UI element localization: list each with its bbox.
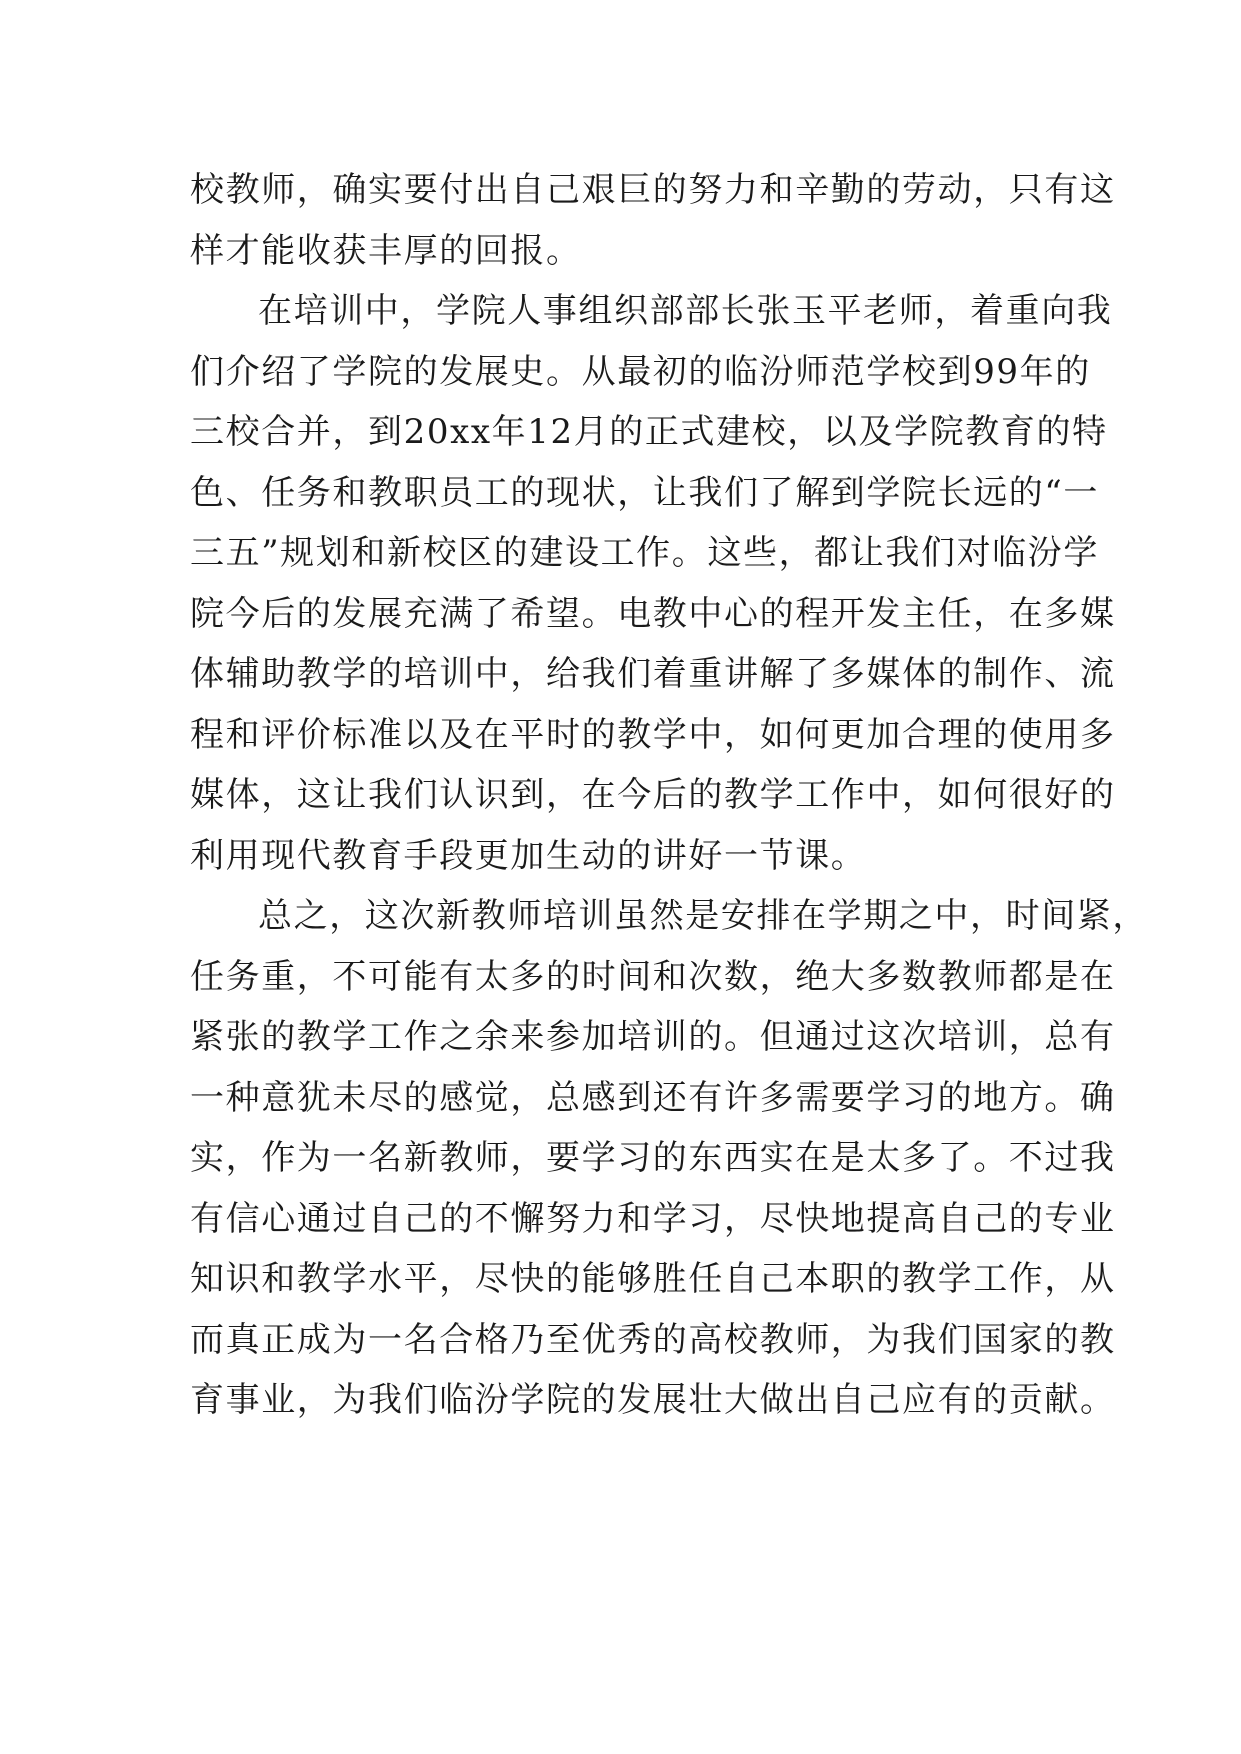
text-line: 育事业，为我们临汾学院的发展壮大做出自己应有的贡献。 (190, 1380, 1116, 1420)
text-line: 媒体，这让我们认识到，在今后的教学工作中，如何很好的 (190, 775, 1116, 815)
text-line: 程和评价标准以及在平时的教学中，如何更加合理的使用多 (190, 714, 1116, 755)
text-line: 院今后的发展充满了希望。电教中心的程开发主任，在多媒 (190, 593, 1116, 634)
text-line: 而真正成为一名合格乃至优秀的高校教师，为我们国家的教 (190, 1319, 1116, 1360)
text-line: 有信心通过自己的不懈努力和学习，尽快地提高自己的专业 (190, 1198, 1116, 1239)
text-line: 三校合并，到20xx年12月的正式建校，以及学院教育的特 (190, 412, 1108, 452)
text-line: 利用现代教育手段更加生动的讲好一节课。 (190, 835, 867, 876)
text-line: 紧张的教学工作之余来参加培训的。但通过这次培训，总有 (190, 1017, 1116, 1057)
paragraph-first-line: 在培训中，学院人事组织部部长张玉平老师，着重向我 (258, 291, 1113, 331)
text-line: 三五”规划和新校区的建设工作。这些，都让我们对临汾学 (190, 533, 1099, 573)
document-body (190, 160, 1148, 1431)
text-line: 色、任务和教职员工的现状，让我们了解到学院长远的“一 (190, 472, 1099, 513)
text-line: 们介绍了学院的发展史。从最初的临汾师范学校到99年的 (190, 351, 1091, 392)
text-line: 一种意犹未尽的感觉，总感到还有许多需要学习的地方。确 (190, 1077, 1116, 1118)
text-line: 知识和教学水平，尽快的能够胜任自己本职的教学工作，从 (190, 1259, 1116, 1299)
paragraph-first-line: 总之，这次新教师培训虽然是安排在学期之中，时间紧， (258, 896, 1148, 936)
text-line: 体辅助教学的培训中，给我们着重讲解了多媒体的制作、流 (190, 654, 1116, 694)
text-line: 校教师，确实要付出自己艰巨的努力和辛勤的劳动，只有这 (190, 170, 1116, 210)
text-line: 实，作为一名新教师，要学习的东西实在是太多了。不过我 (190, 1138, 1116, 1178)
text-line: 任务重，不可能有太多的时间和次数，绝大多数教师都是在 (190, 956, 1116, 997)
text-line: 样才能收获丰厚的回报。 (190, 230, 582, 271)
